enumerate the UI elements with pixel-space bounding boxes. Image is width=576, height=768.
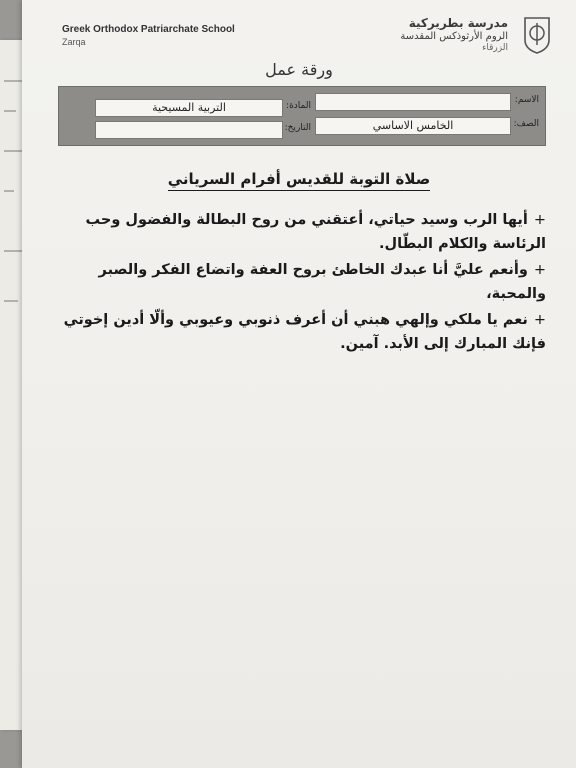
school-name-ar-line1: مدرسة بطريركية	[408, 16, 508, 30]
plus-icon: +	[533, 262, 546, 278]
school-logo-icon	[522, 16, 552, 54]
prayer-item	[52, 308, 546, 356]
prayer-heading	[22, 170, 576, 188]
plus-icon: +	[533, 312, 546, 328]
class-label: الصف:	[513, 119, 539, 129]
name-field[interactable]	[315, 93, 511, 111]
school-city-ar: الزرقاء	[482, 43, 508, 53]
school-name-en: Greek Orthodox Patriarchate School	[62, 24, 235, 35]
prayer-item	[52, 258, 546, 306]
date-field[interactable]	[95, 121, 283, 139]
subject-field[interactable]: التربية المسيحية	[95, 99, 283, 117]
prayer-text: أيها الرب وسيد حياتي، أعتقني من روح البطالة والفضول وحب الرئاسة والكلام البطّال.	[85, 212, 546, 252]
school-name-arabic	[400, 16, 508, 53]
worksheet-page	[22, 0, 576, 768]
class-field[interactable]: الخامس الاساسي	[315, 117, 511, 135]
name-label: الاسم:	[514, 95, 539, 105]
school-name-english	[62, 24, 235, 47]
prayer-heading-text: صلاة التوبة للقديس أفرام السرياني	[168, 170, 431, 191]
prayer-item	[52, 208, 546, 256]
prayer-text: نعم يا ملكي وإلهي هبني أن أعرف ذنوبي وعيوبي وألّا أدين إخوتي فإنك المبارك إلى الأبد. آمين.	[63, 312, 546, 352]
plus-icon: +	[533, 212, 546, 228]
prayer-list	[52, 208, 546, 358]
worksheet-title: ورقة عمل	[265, 60, 333, 79]
date-label: التاريخ:	[284, 123, 311, 133]
student-info-box	[58, 86, 546, 146]
school-name-ar-line2: الروم الأرثوذكس المقدسة	[400, 31, 508, 42]
prayer-text: وأنعم عليَّ أنا عبدك الخاطئ بروح العفة واتضاع الفكر والصبر والمحبة،	[98, 262, 546, 302]
subject-label: المادة:	[286, 101, 311, 111]
school-city-en: Zarqa	[62, 37, 86, 47]
